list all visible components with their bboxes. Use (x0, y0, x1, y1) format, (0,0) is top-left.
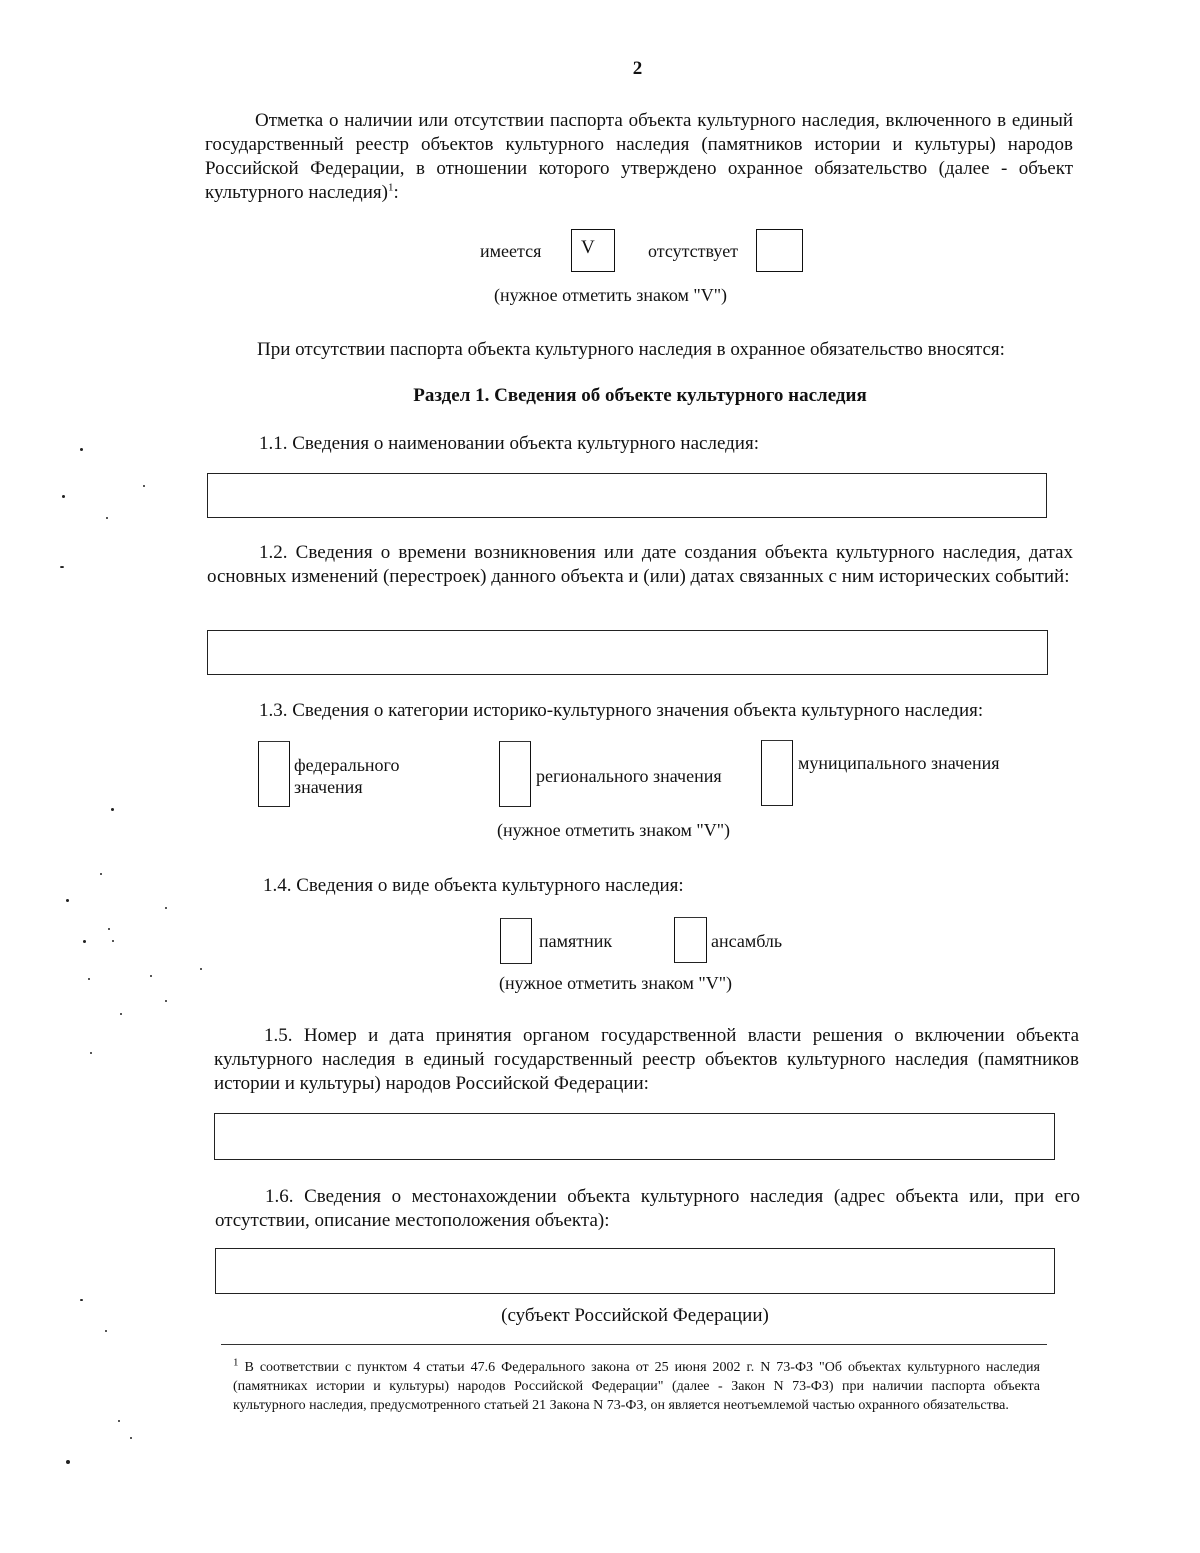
section-1-title: Раздел 1. Сведения об объекте культурного наследия (413, 385, 867, 406)
scan-speck (80, 1299, 83, 1301)
kind-ensemble-label: ансамбль (711, 931, 783, 951)
category-regional-label: регионального значения (536, 766, 722, 786)
scan-speck (112, 940, 114, 942)
passport-hint: (нужное отметить знаком "V") (494, 285, 728, 305)
passport-has-label: имеется (480, 241, 542, 261)
scan-speck (88, 978, 90, 980)
item-1-6-label: 1.6. Сведения о местонахождении объекта культурного наследия (адрес объекта или, при его отсутствии, описание местоположения объекта): (215, 1186, 1080, 1231)
scan-speck (200, 968, 202, 970)
scan-speck (143, 485, 145, 487)
item-1-1-field[interactable] (207, 473, 1047, 518)
scan-speck (106, 517, 108, 519)
intro-text: Отметка о наличии или отсутствии паспорта объекта культурного наследия, включенного в единый государственный реестр объектов культурного наследия (памятников истории и культуры) народов Российской Федерации, в отношении которого утверждено охранное обязательство (далее - объект культурного наследия) (205, 110, 1073, 203)
category-federal-label-1: федерального (294, 755, 400, 775)
scan-speck (120, 1013, 122, 1015)
scan-speck (130, 1437, 132, 1439)
item-1-5-field[interactable] (214, 1113, 1055, 1160)
footnote-text: В соответствии с пунктом 4 статьи 47.6 Федерального закона от 25 июня 2002 г. N 73-ФЗ "Об объектах культурного наследия (памятниках истории и культуры) народов Российской Федерации" (далее - Закон N 73-ФЗ) при наличии паспорта объекта культурного наследия, предусмотренного статьей 21 Закона N 73-ФЗ, он является неотъемлемой частью охранного обязательства. (233, 1360, 1040, 1413)
scan-speck (150, 975, 152, 977)
scan-speck (80, 448, 83, 451)
category-federal-label-2: значения (294, 777, 363, 797)
scan-speck (165, 1000, 167, 1002)
passport-absent-checkbox[interactable] (756, 229, 803, 272)
scan-speck (83, 940, 86, 943)
scan-speck (100, 873, 102, 875)
passport-has-mark: V (581, 237, 595, 258)
passport-has-checkbox[interactable] (571, 229, 615, 272)
kind-monument-label: памятник (539, 931, 613, 951)
absence-note: При отсутствии паспорта объекта культурного наследия в охранное обязательство вносятся: (257, 339, 1005, 360)
footnote-mark: 1 (233, 1356, 239, 1369)
scan-speck (118, 1420, 120, 1422)
scan-speck (62, 495, 65, 498)
scan-speck (108, 928, 110, 930)
category-federal-checkbox[interactable] (258, 741, 290, 807)
category-hint: (нужное отметить знаком "V") (497, 820, 731, 840)
footnote (233, 1358, 1040, 1415)
category-municipal-label: муниципального значения (798, 753, 1000, 773)
item-1-5-label: 1.5. Номер и дата принятия органом государственной власти решения о включении объекта культурного наследия в единый государственный реестр объектов культурного наследия (памятников истории и культуры) народов Российской Федерации: (214, 1025, 1079, 1094)
scan-speck (90, 1052, 92, 1054)
footnote-reference: 1 (387, 181, 394, 194)
scan-speck (60, 566, 64, 568)
scan-speck (66, 1460, 70, 1464)
footnote-separator (221, 1344, 1047, 1345)
page-number: 2 (632, 58, 643, 79)
kind-hint: (нужное отметить знаком "V") (499, 973, 733, 993)
passport-absent-label: отсутствует (648, 241, 739, 261)
scan-speck (111, 808, 114, 811)
kind-ensemble-checkbox[interactable] (674, 917, 707, 963)
intro-paragraph (205, 109, 1073, 205)
scan-speck (66, 899, 69, 902)
item-1-2-label: 1.2. Сведения о времени возникновения или дате создания объекта культурного наследия, датах основных изменений (перестроек) данного объекта и (или) датах связанных с ним исторических событий: (207, 542, 1073, 587)
intro-suffix: : (393, 182, 399, 203)
scan-speck (105, 1330, 107, 1332)
item-1-6-field[interactable] (215, 1248, 1055, 1294)
item-1-2-field[interactable] (207, 630, 1048, 675)
kind-monument-checkbox[interactable] (500, 918, 532, 964)
item-1-4-label: 1.4. Сведения о виде объекта культурного наследия: (263, 875, 684, 896)
item-1-3-label: 1.3. Сведения о категории историко-культурного значения объекта культурного наследия: (259, 700, 984, 721)
category-municipal-checkbox[interactable] (761, 740, 793, 806)
item-1-1-label: 1.1. Сведения о наименовании объекта культурного наследия: (259, 433, 759, 454)
subject-label: (субъект Российской Федерации) (501, 1305, 769, 1326)
category-regional-checkbox[interactable] (499, 741, 531, 807)
scan-speck (165, 907, 167, 909)
